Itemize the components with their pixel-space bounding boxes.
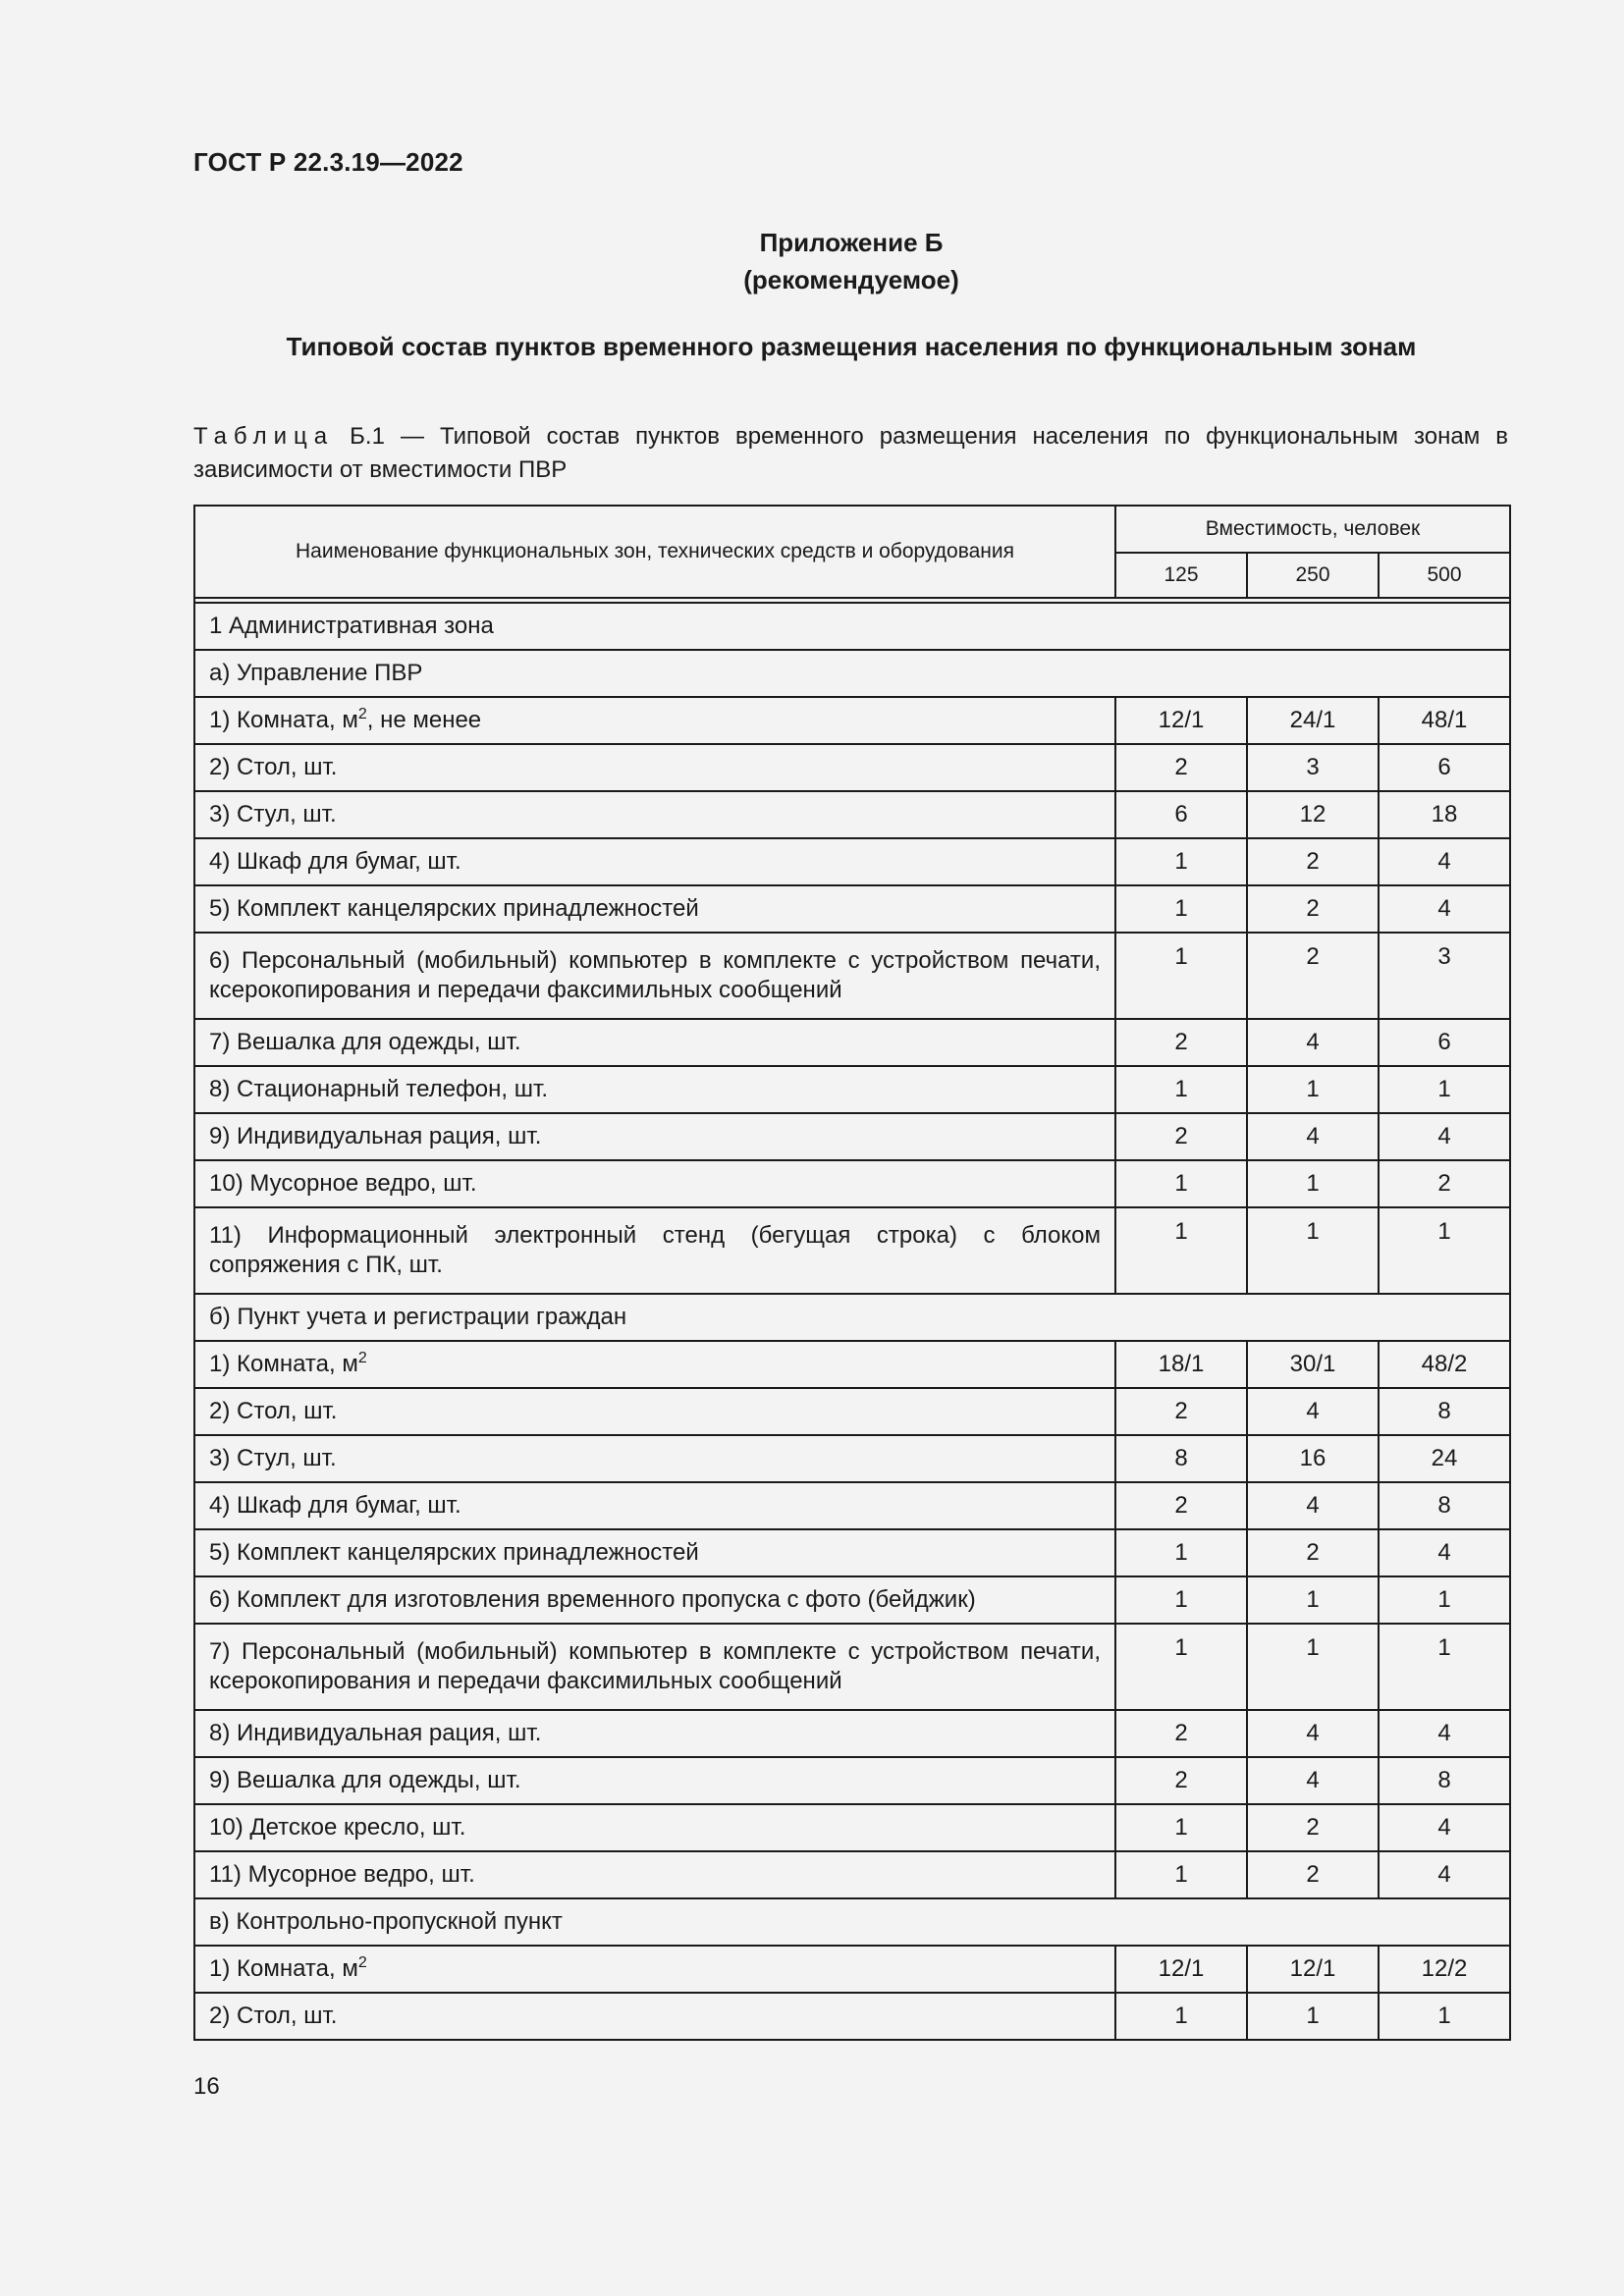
capacity-table bbox=[193, 505, 1511, 2041]
value-cell-250: 4 bbox=[1247, 1710, 1379, 1757]
header-capacity-125: 125 bbox=[1115, 553, 1247, 598]
item-label-superscript: 2 bbox=[357, 706, 367, 722]
value-cell-500: 18 bbox=[1379, 791, 1510, 838]
value-cell-125: 1 bbox=[1115, 1529, 1247, 1576]
value-cell-500: 4 bbox=[1379, 1529, 1510, 1576]
value-cell-250: 1 bbox=[1247, 1624, 1379, 1710]
table-row bbox=[194, 1946, 1510, 1993]
item-label: 3) Стул, шт. bbox=[194, 1435, 1115, 1482]
value-cell-250: 2 bbox=[1247, 1529, 1379, 1576]
table-row bbox=[194, 1113, 1510, 1160]
section-label: б) Пункт учета и регистрации граждан bbox=[194, 1294, 1510, 1341]
item-label bbox=[194, 1946, 1115, 1993]
value-cell-125: 1 bbox=[1115, 885, 1247, 933]
header-capacity-500: 500 bbox=[1379, 553, 1510, 598]
value-cell-250: 16 bbox=[1247, 1435, 1379, 1482]
item-label bbox=[194, 697, 1115, 744]
value-cell-125: 2 bbox=[1115, 1757, 1247, 1804]
value-cell-125: 1 bbox=[1115, 1993, 1247, 2040]
section-label: а) Управление ПВР bbox=[194, 650, 1510, 697]
value-cell-125: 1 bbox=[1115, 933, 1247, 1019]
section-row bbox=[194, 650, 1510, 697]
value-cell-250: 2 bbox=[1247, 1804, 1379, 1851]
item-label: 10) Мусорное ведро, шт. bbox=[194, 1160, 1115, 1207]
table-row bbox=[194, 1710, 1510, 1757]
value-cell-125: 2 bbox=[1115, 1710, 1247, 1757]
item-label: 6) Комплект для изготовления временного пропуска с фото (бейджик) bbox=[194, 1576, 1115, 1624]
table-row bbox=[194, 1207, 1510, 1294]
value-cell-125: 12/1 bbox=[1115, 1946, 1247, 1993]
value-cell-250: 2 bbox=[1247, 885, 1379, 933]
value-cell-250: 2 bbox=[1247, 1851, 1379, 1898]
value-cell-500: 1 bbox=[1379, 1624, 1510, 1710]
value-cell-500: 6 bbox=[1379, 1019, 1510, 1066]
value-cell-125: 6 bbox=[1115, 791, 1247, 838]
table-row bbox=[194, 1624, 1510, 1710]
value-cell-125: 12/1 bbox=[1115, 697, 1247, 744]
document-code: ГОСТ Р 22.3.19—2022 bbox=[193, 147, 463, 177]
item-label: 9) Индивидуальная рация, шт. bbox=[194, 1113, 1115, 1160]
item-label: 5) Комплект канцелярских принадлежностей bbox=[194, 885, 1115, 933]
item-label-suffix: , не менее bbox=[366, 707, 482, 733]
value-cell-500: 24 bbox=[1379, 1435, 1510, 1482]
table-row bbox=[194, 1576, 1510, 1624]
value-cell-250: 4 bbox=[1247, 1019, 1379, 1066]
table-row bbox=[194, 791, 1510, 838]
value-cell-250: 1 bbox=[1247, 1066, 1379, 1113]
value-cell-250: 12 bbox=[1247, 791, 1379, 838]
value-cell-250: 4 bbox=[1247, 1482, 1379, 1529]
item-label: 6) Персональный (мобильный) компьютер в комплекте с устройством печати, ксерокопирования и передачи факсимильных сообщений bbox=[194, 933, 1115, 1019]
value-cell-500: 48/1 bbox=[1379, 697, 1510, 744]
table-row bbox=[194, 1019, 1510, 1066]
value-cell-250: 1 bbox=[1247, 1160, 1379, 1207]
section-row bbox=[194, 1294, 1510, 1341]
table-row bbox=[194, 838, 1510, 885]
section-row bbox=[194, 603, 1510, 650]
item-label-superscript: 2 bbox=[357, 1350, 367, 1366]
value-cell-125: 18/1 bbox=[1115, 1341, 1247, 1388]
value-cell-250: 1 bbox=[1247, 1207, 1379, 1294]
value-cell-250: 4 bbox=[1247, 1757, 1379, 1804]
value-cell-500: 1 bbox=[1379, 1576, 1510, 1624]
section-label: 1 Административная зона bbox=[194, 603, 1510, 650]
value-cell-250: 3 bbox=[1247, 744, 1379, 791]
value-cell-500: 8 bbox=[1379, 1388, 1510, 1435]
table-row bbox=[194, 933, 1510, 1019]
value-cell-500: 1 bbox=[1379, 1993, 1510, 2040]
table-row bbox=[194, 1160, 1510, 1207]
item-label: 8) Стационарный телефон, шт. bbox=[194, 1066, 1115, 1113]
value-cell-500: 48/2 bbox=[1379, 1341, 1510, 1388]
item-label: 4) Шкаф для бумаг, шт. bbox=[194, 1482, 1115, 1529]
table-caption-text: Б.1 — Типовой состав пунктов временного размещения населения по функциональным зонам в зависимости от вместимости ПВР bbox=[193, 423, 1508, 483]
value-cell-500: 4 bbox=[1379, 885, 1510, 933]
value-cell-125: 1 bbox=[1115, 1624, 1247, 1710]
value-cell-250: 1 bbox=[1247, 1576, 1379, 1624]
value-cell-250: 4 bbox=[1247, 1113, 1379, 1160]
item-label: 10) Детское кресло, шт. bbox=[194, 1804, 1115, 1851]
value-cell-125: 2 bbox=[1115, 1482, 1247, 1529]
value-cell-500: 2 bbox=[1379, 1160, 1510, 1207]
table-row bbox=[194, 1757, 1510, 1804]
item-label: 7) Вешалка для одежды, шт. bbox=[194, 1019, 1115, 1066]
table-row bbox=[194, 1993, 1510, 2040]
item-label-text: 1) Комната, м bbox=[209, 1955, 358, 1982]
item-label: 4) Шкаф для бумаг, шт. bbox=[194, 838, 1115, 885]
value-cell-125: 1 bbox=[1115, 1576, 1247, 1624]
appendix-heading bbox=[0, 224, 1624, 298]
value-cell-500: 3 bbox=[1379, 933, 1510, 1019]
table-row bbox=[194, 1529, 1510, 1576]
value-cell-500: 12/2 bbox=[1379, 1946, 1510, 1993]
value-cell-500: 1 bbox=[1379, 1066, 1510, 1113]
table-caption bbox=[193, 420, 1508, 487]
table-row bbox=[194, 744, 1510, 791]
section-row bbox=[194, 1898, 1510, 1946]
value-cell-250: 2 bbox=[1247, 838, 1379, 885]
item-label: 2) Стол, шт. bbox=[194, 744, 1115, 791]
header-name: Наименование функциональных зон, технических средств и оборудования bbox=[194, 506, 1115, 598]
table-row bbox=[194, 1851, 1510, 1898]
table-row bbox=[194, 697, 1510, 744]
table-caption-label: Таблица bbox=[193, 423, 335, 450]
value-cell-250: 2 bbox=[1247, 933, 1379, 1019]
section-label: в) Контрольно-пропускной пункт bbox=[194, 1898, 1510, 1946]
item-label: 7) Персональный (мобильный) компьютер в комплекте с устройством печати, ксерокопирования и передачи факсимильных сообщений bbox=[194, 1624, 1115, 1710]
value-cell-250: 30/1 bbox=[1247, 1341, 1379, 1388]
item-label: 11) Мусорное ведро, шт. bbox=[194, 1851, 1115, 1898]
value-cell-125: 1 bbox=[1115, 1207, 1247, 1294]
header-capacity-250: 250 bbox=[1247, 553, 1379, 598]
value-cell-500: 6 bbox=[1379, 744, 1510, 791]
table-row bbox=[194, 1066, 1510, 1113]
value-cell-500: 8 bbox=[1379, 1482, 1510, 1529]
section-title: Типовой состав пунктов временного размещения населения по функциональным зонам bbox=[286, 332, 1417, 361]
value-cell-125: 1 bbox=[1115, 838, 1247, 885]
item-label: 2) Стол, шт. bbox=[194, 1993, 1115, 2040]
item-label-text: 1) Комната, м bbox=[209, 707, 358, 733]
value-cell-125: 1 bbox=[1115, 1851, 1247, 1898]
table-row bbox=[194, 1804, 1510, 1851]
item-label: 5) Комплект канцелярских принадлежностей bbox=[194, 1529, 1115, 1576]
value-cell-125: 2 bbox=[1115, 1388, 1247, 1435]
value-cell-125: 2 bbox=[1115, 744, 1247, 791]
value-cell-500: 4 bbox=[1379, 838, 1510, 885]
value-cell-500: 4 bbox=[1379, 1113, 1510, 1160]
item-label bbox=[194, 1341, 1115, 1388]
table-row bbox=[194, 1341, 1510, 1388]
value-cell-250: 12/1 bbox=[1247, 1946, 1379, 1993]
value-cell-500: 4 bbox=[1379, 1804, 1510, 1851]
value-cell-250: 4 bbox=[1247, 1388, 1379, 1435]
item-label-superscript: 2 bbox=[357, 1954, 367, 1971]
item-label: 8) Индивидуальная рация, шт. bbox=[194, 1710, 1115, 1757]
table-row bbox=[194, 885, 1510, 933]
header-capacity: Вместимость, человек bbox=[1115, 506, 1510, 553]
item-label: 2) Стол, шт. bbox=[194, 1388, 1115, 1435]
value-cell-500: 4 bbox=[1379, 1851, 1510, 1898]
item-label-text: 1) Комната, м bbox=[209, 1351, 358, 1377]
value-cell-500: 4 bbox=[1379, 1710, 1510, 1757]
table-body bbox=[194, 603, 1510, 2040]
value-cell-250: 1 bbox=[1247, 1993, 1379, 2040]
value-cell-125: 1 bbox=[1115, 1066, 1247, 1113]
item-label: 3) Стул, шт. bbox=[194, 791, 1115, 838]
value-cell-125: 1 bbox=[1115, 1160, 1247, 1207]
appendix-title: Приложение Б bbox=[759, 228, 944, 257]
value-cell-125: 8 bbox=[1115, 1435, 1247, 1482]
value-cell-500: 8 bbox=[1379, 1757, 1510, 1804]
item-label: 9) Вешалка для одежды, шт. bbox=[194, 1757, 1115, 1804]
appendix-subtitle: (рекомендуемое) bbox=[743, 265, 959, 294]
page-number: 16 bbox=[193, 2073, 220, 2100]
table-row bbox=[194, 1435, 1510, 1482]
table-row bbox=[194, 1482, 1510, 1529]
value-cell-125: 2 bbox=[1115, 1113, 1247, 1160]
value-cell-125: 2 bbox=[1115, 1019, 1247, 1066]
value-cell-500: 1 bbox=[1379, 1207, 1510, 1294]
value-cell-250: 24/1 bbox=[1247, 697, 1379, 744]
value-cell-125: 1 bbox=[1115, 1804, 1247, 1851]
table-row bbox=[194, 1388, 1510, 1435]
item-label: 11) Информационный электронный стенд (бегущая строка) с блоком сопряжения с ПК, шт. bbox=[194, 1207, 1115, 1294]
